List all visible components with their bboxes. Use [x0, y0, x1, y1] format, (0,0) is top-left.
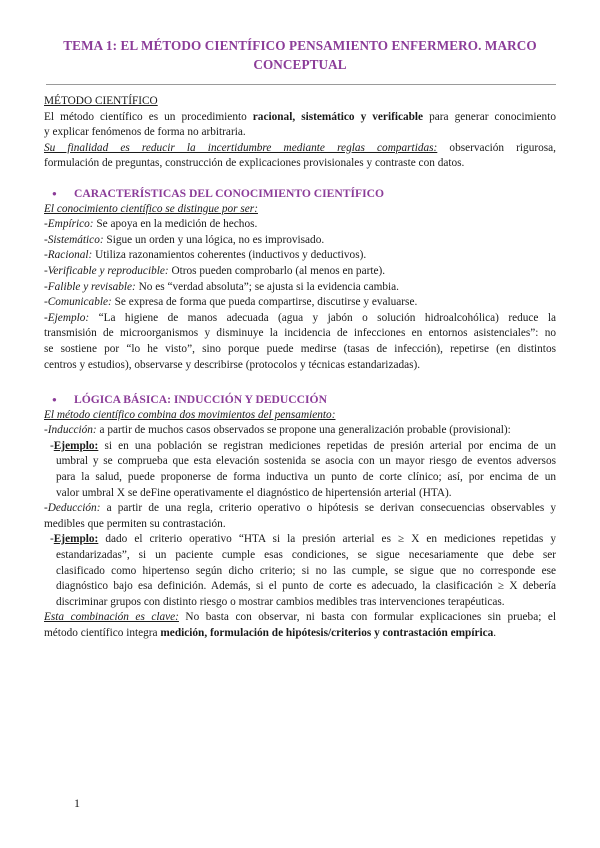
section-metodo — [44, 94, 556, 172]
metodo-p1-line1: El método científico es un procedimiento racional, sistemático y verificable para generar conocimiento — [44, 110, 556, 123]
example-line-3: se sostiene por “lo he visto”, sino porque puede medirse (tasas de infección), repetirse (en distintos — [44, 342, 556, 355]
section-caracteristicas — [44, 186, 556, 373]
page-number: 1 — [74, 796, 80, 810]
caracteristicas-heading: ● CARACTERÍSTICAS DEL CONOCIMIENTO CIENTÍFICO — [44, 186, 556, 202]
induccion-example-line-4: valor umbral X se deFine operativamente el diagnóstico de hipertensión arterial (HTA). — [56, 486, 452, 499]
list-item: -Sistemático: Sigue un orden y una lógica, no es improvisado. — [44, 233, 325, 246]
deduccion-line-1: -Deducción: a partir de una regla, criterio operativo o hipótesis se derivan consecuencias observables y — [44, 502, 556, 515]
example-line-2: transmisión de microorganismos y disminuye la incidencia de infecciones en entornos asistenciales”: no — [44, 327, 556, 340]
metodo-p2-line1: Su finalidad es reducir la incertidumbre mediante reglas compartidas: observación rigurosa, — [44, 141, 556, 154]
deduccion-example-line-3: clasificado como hipertenso según dicho criterio; si no las cumple, se sigue que no corresponde ese — [56, 564, 556, 577]
deduccion-example-line-5: discriminar grupos con distinto riesgo o mostrar cambios medibles tras intervenciones terapéuticas. — [56, 595, 505, 608]
example-line-1: -Ejemplo: “La higiene de manos adecuada (agua y jabón o solución hidroalcohólica) reduce la — [44, 311, 556, 324]
metodo-heading: MÉTODO CIENTÍFICO — [44, 95, 158, 107]
bullet-icon: ● — [52, 189, 57, 198]
list-item: -Racional: Utiliza razonamientos coherentes (inductivos y deductivos). — [44, 249, 367, 262]
induccion-example-line-1: -Ejemplo: si en una población se registran mediciones repetidas de presión arterial por encima de un — [50, 439, 556, 452]
combinacion-line-1: Esta combinación es clave: No basta con observar, ni basta con formular explicaciones sin prueba; el — [44, 611, 556, 624]
bullet-icon: ● — [52, 395, 57, 404]
metodo-p1-line2: y explicar fenómenos de forma no arbitraria. — [44, 126, 246, 139]
logica-intro: El método científico combina dos movimientos del pensamiento: — [44, 408, 336, 421]
deduccion-example-line-4: diagnóstico bajo esa definición. Además, si el punto de corte es adecuado, la clasificación ≥ X debería — [56, 580, 556, 593]
list-item: -Falible y revisable: No es “verdad absoluta”; se ajusta si la evidencia cambia. — [44, 280, 399, 293]
section-logica — [44, 392, 556, 642]
logica-heading: ● LÓGICA BÁSICA: INDUCCIÓN Y DEDUCCIÓN — [44, 392, 556, 408]
caracteristicas-intro: El conocimiento científico se distingue por ser: — [44, 202, 258, 215]
list-item: -Verificable y reproducible: Otros pueden comprobarlo (al menos en parte). — [44, 264, 386, 277]
title-divider — [46, 84, 556, 85]
document-title — [44, 36, 556, 74]
list-item: -Empírico: Se apoya en la medición de hechos. — [44, 218, 258, 231]
metodo-p2-line2: formulación de preguntas, construcción de explicaciones provisionales y contraste con datos. — [44, 157, 465, 170]
induccion-example-line-3: para la salud, puede proponerse de forma inductiva un punto de corte clínico; así, por encima de un — [56, 470, 556, 483]
deduccion-line-2: medibles que permiten su contrastación. — [44, 517, 226, 530]
deduccion-example-line-2: estandarizadas”, si un paciente cumple esas condiciones, se sigue necesariamente que debe ser — [56, 548, 556, 561]
title-line-2: CONCEPTUAL — [253, 57, 347, 72]
induccion-example-line-2: umbral y se comprueba que esta elevación sostenida se asocia con un mayor riesgo de eventos adversos — [56, 455, 556, 468]
title-line-1: TEMA 1: EL MÉTODO CIENTÍFICO PENSAMIENTO ENFERMERO. MARCO — [63, 38, 537, 53]
list-item: -Comunicable: Se expresa de forma que pueda compartirse, discutirse y evaluarse. — [44, 296, 418, 309]
combinacion-line-2: método científico integra medición, formulación de hipótesis/criterios y contrastación empírica. — [44, 626, 497, 639]
deduccion-example-line-1: -Ejemplo: dado el criterio operativo “HTA si la presión arterial es ≥ X en mediciones repetidas y — [50, 533, 556, 546]
induccion-line: -Inducción: a partir de muchos casos observados se propone una generalización probable (provisional): — [44, 424, 511, 437]
example-line-4: centros y estudios), observarse y describirse (protocolos y técnicas estandarizadas). — [44, 358, 421, 371]
